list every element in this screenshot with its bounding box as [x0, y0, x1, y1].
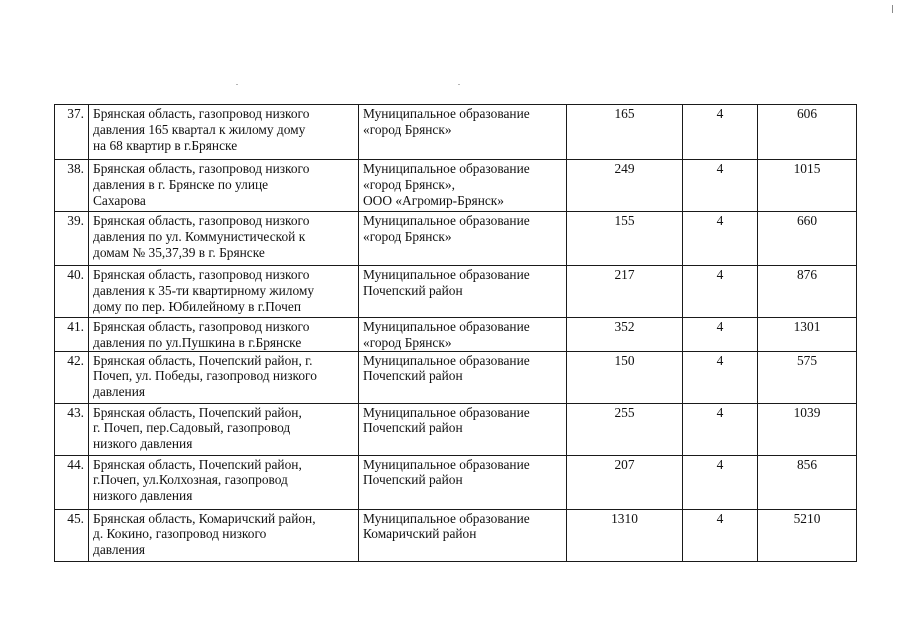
table-row [55, 318, 857, 352]
object-description-cell [89, 509, 359, 561]
object-description-line: давления в г. Брянске по улице [93, 176, 269, 192]
object-description-cell [89, 351, 359, 403]
row-number-cell: 43. [55, 403, 89, 455]
class-cell: 4 [683, 403, 758, 455]
object-description-line: Брянская область, Почепский район, [93, 404, 302, 420]
table-row [55, 403, 857, 455]
row-number-cell: 37. [55, 105, 89, 160]
length-cell: 155 [567, 212, 683, 266]
value-cell: 876 [758, 266, 857, 318]
length-cell: 249 [567, 160, 683, 212]
owner-line: Почепский район [363, 282, 463, 298]
value-cell: 5210 [758, 509, 857, 561]
object-description-cell [89, 160, 359, 212]
object-description-line: Почеп, ул. Победы, газопровод низкого [93, 368, 317, 384]
row-number-cell: 38. [55, 160, 89, 212]
class-cell: 4 [683, 105, 758, 160]
length-cell: 207 [567, 455, 683, 509]
table-row [55, 266, 857, 318]
object-description-line: давления 165 квартал к жилому дому [93, 121, 306, 137]
table-row [55, 160, 857, 212]
object-description-line: Брянская область, газопровод низкого [93, 213, 310, 228]
object-description-line: низкого давления [93, 488, 193, 504]
object-description-cell [89, 212, 359, 266]
object-description-cell [89, 455, 359, 509]
owner-cell [359, 351, 567, 403]
length-cell: 1310 [567, 509, 683, 561]
class-cell: 4 [683, 455, 758, 509]
row-number-cell: 40. [55, 266, 89, 318]
object-description-cell [89, 318, 359, 352]
owner-line: Муниципальное образование [363, 161, 530, 176]
row-number-cell: 44. [55, 455, 89, 509]
object-description-line: давления [93, 542, 146, 558]
object-description-line: Брянская область, Почепский район, [93, 456, 302, 472]
table-row [55, 105, 857, 160]
object-description-line: Брянская область, газопровод низкого [93, 267, 310, 282]
object-description-line: дому по пер. Юбилейному в г.Почеп [93, 298, 301, 314]
object-description-cell [89, 266, 359, 318]
class-cell: 4 [683, 351, 758, 403]
owner-line: ООО «Агромир-Брянск» [363, 192, 505, 208]
owner-cell [359, 455, 567, 509]
scan-artifact-dot [458, 84, 460, 85]
owner-line: «город Брянск» [363, 228, 452, 244]
value-cell: 606 [758, 105, 857, 160]
owner-line: Муниципальное образование [363, 213, 530, 228]
object-description-line: Брянская область, газопровод низкого [93, 161, 310, 176]
owner-line: «город Брянск», [363, 176, 455, 192]
owner-line: Почепский район [363, 420, 463, 436]
row-number-cell: 42. [55, 351, 89, 403]
owner-cell [359, 160, 567, 212]
length-cell: 165 [567, 105, 683, 160]
owner-line: Муниципальное образование [363, 267, 530, 282]
gas-pipeline-table [54, 104, 857, 562]
object-description-line: Брянская область, Комаричский район, [93, 510, 316, 526]
scan-edge-mark [892, 5, 893, 13]
object-description-line: Брянская область, газопровод низкого [93, 106, 310, 121]
class-cell: 4 [683, 160, 758, 212]
row-number-cell: 39. [55, 212, 89, 266]
object-description-line: домам № 35,37,39 в г. Брянске [93, 244, 265, 260]
value-cell: 856 [758, 455, 857, 509]
value-cell: 1015 [758, 160, 857, 212]
class-cell: 4 [683, 212, 758, 266]
row-number-cell: 41. [55, 318, 89, 352]
length-cell: 255 [567, 403, 683, 455]
object-description-line: Брянская область, Почепский район, г. [93, 352, 313, 368]
table-body [55, 105, 857, 562]
object-description-cell [89, 105, 359, 160]
object-description-line: г.Почеп, ул.Колхозная, газопровод [93, 472, 288, 488]
value-cell: 1301 [758, 318, 857, 352]
object-description-line: д. Кокино, газопровод низкого [93, 526, 267, 542]
owner-line: «город Брянск» [363, 334, 452, 350]
owner-cell [359, 403, 567, 455]
object-description-line: давления [93, 384, 146, 400]
table-row [55, 212, 857, 266]
owner-cell [359, 509, 567, 561]
value-cell: 1039 [758, 403, 857, 455]
class-cell: 4 [683, 266, 758, 318]
owner-line: Муниципальное образование [363, 456, 530, 472]
owner-cell [359, 318, 567, 352]
object-description-line: Брянская область, газопровод низкого [93, 319, 310, 334]
owner-cell [359, 212, 567, 266]
table-row [55, 509, 857, 561]
value-cell: 660 [758, 212, 857, 266]
scan-artifact-dot [236, 84, 238, 85]
owner-line: Муниципальное образование [363, 404, 530, 420]
table-row [55, 455, 857, 509]
object-description-line: давления по ул.Пушкина в г.Брянске [93, 334, 302, 350]
object-description-line: г. Почеп, пер.Садовый, газопровод [93, 420, 291, 436]
value-cell: 575 [758, 351, 857, 403]
class-cell: 4 [683, 509, 758, 561]
owner-line: Почепский район [363, 472, 463, 488]
length-cell: 217 [567, 266, 683, 318]
owner-cell [359, 266, 567, 318]
object-description-line: давления к 35-ти квартирному жилому [93, 282, 315, 298]
owner-line: Муниципальное образование [363, 106, 530, 121]
owner-cell [359, 105, 567, 160]
object-description-line: на 68 квартир в г.Брянске [93, 137, 238, 153]
owner-line: Почепский район [363, 368, 463, 384]
object-description-cell [89, 403, 359, 455]
class-cell: 4 [683, 318, 758, 352]
object-description-line: Сахарова [93, 192, 146, 208]
owner-line: Комаричский район [363, 526, 477, 542]
row-number-cell: 45. [55, 509, 89, 561]
length-cell: 352 [567, 318, 683, 352]
owner-line: Муниципальное образование [363, 352, 530, 368]
table-row [55, 351, 857, 403]
owner-line: Муниципальное образование [363, 319, 530, 334]
length-cell: 150 [567, 351, 683, 403]
object-description-line: низкого давления [93, 436, 193, 452]
object-description-line: давления по ул. Коммунистической к [93, 228, 306, 244]
owner-line: «город Брянск» [363, 121, 452, 137]
owner-line: Муниципальное образование [363, 510, 530, 526]
